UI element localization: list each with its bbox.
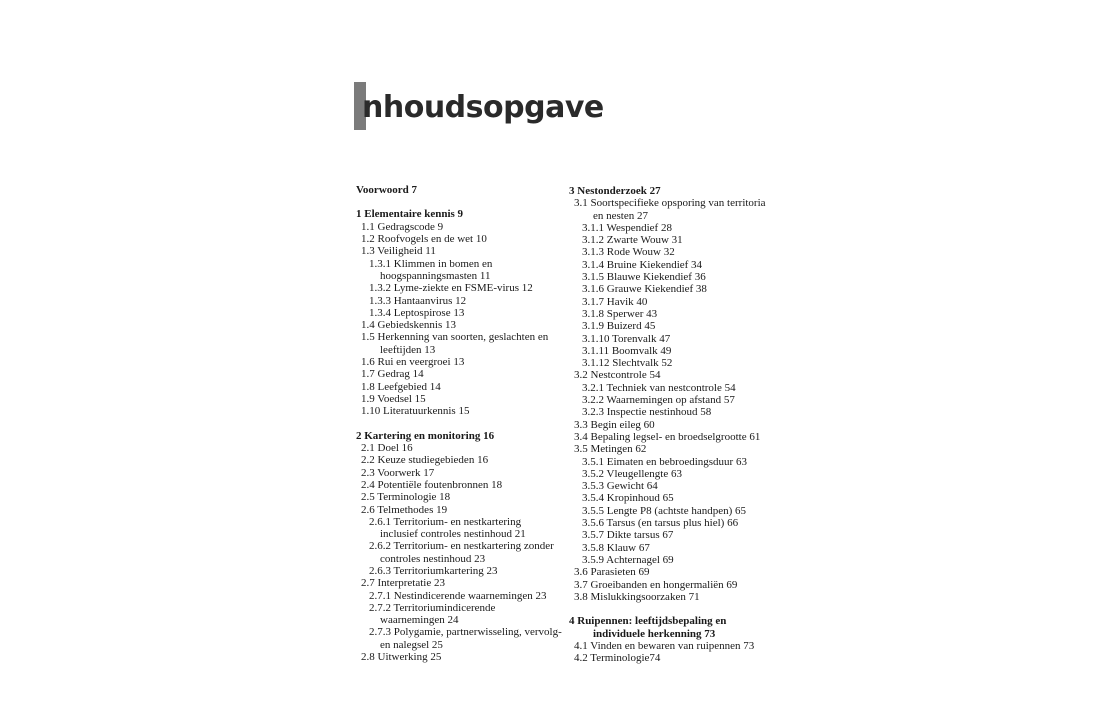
toc-entry: 1.3 Veiligheid 11 — [361, 245, 436, 258]
toc-entry: 2.3 Voorwerk 17 — [361, 466, 435, 479]
toc-entry: 1.4 Gebiedskennis 13 — [361, 319, 457, 332]
toc-entry: 3.5.5 Lengte P8 (achtste handpen) 65 — [582, 504, 747, 517]
toc-entry: 3.8 Mislukkingsoorzaken 71 — [574, 590, 700, 603]
toc-entry: 4.1 Vinden en bewaren van ruipennen 73 — [574, 639, 755, 652]
toc-entry: 3.1.9 Buizerd 45 — [582, 320, 656, 333]
toc-entry: Voorwoord 7 — [356, 184, 418, 196]
toc-entry: leeftijden 13 — [380, 343, 436, 356]
toc-entry: controles nestinhoud 23 — [380, 552, 486, 565]
toc-entry: hoogspanningsmasten 11 — [380, 269, 491, 282]
toc-entry: 2.6.3 Territoriumkartering 23 — [369, 564, 498, 577]
toc-entry: 3.3 Begin eileg 60 — [574, 418, 655, 431]
page-title: nhoudsopgave — [362, 90, 604, 125]
toc-entry: 2.5 Terminologie 18 — [361, 491, 451, 504]
toc-entry: 3.7 Groeibanden en hongermaliën 69 — [574, 578, 738, 591]
toc-entry: 2.6 Telmethodes 19 — [361, 503, 448, 516]
toc-entry: 2.4 Potentiële foutenbronnen 18 — [361, 478, 503, 491]
toc-entry: 2.7.1 Nestindicerende waarnemingen 23 — [369, 589, 547, 602]
toc-entry: 2.7 Interpretatie 23 — [361, 577, 445, 590]
toc-entry: 3.5.9 Achternagel 69 — [582, 553, 674, 566]
toc-entry: 3.2.3 Inspectie nestinhoud 58 — [582, 406, 712, 419]
toc-entry: 3.5.2 Vleugellengte 63 — [582, 467, 682, 480]
toc-entry: 3.1.4 Bruine Kiekendief 34 — [582, 258, 703, 271]
toc-entry: 1.3.2 Lyme-ziekte en FSME-virus 12 — [369, 282, 533, 295]
toc-entry: 3.4 Bepaling legsel- en broedselgrootte 61 — [574, 430, 761, 443]
toc-entry: 2.7.3 Polygamie, partnerwisseling, vervolg- — [369, 626, 562, 639]
toc-entry: 4.2 Terminologie74 — [574, 652, 661, 665]
toc-entry: 3.5.4 Kropinhoud 65 — [582, 492, 674, 505]
toc-entry: 3.5.3 Gewicht 64 — [582, 480, 658, 493]
toc-entry: 3.5.7 Dikte tarsus 67 — [582, 529, 674, 542]
toc-entry: 3.1.3 Rode Wouw 32 — [582, 246, 675, 259]
toc-entry: 2 Kartering en monitoring 16 — [356, 429, 495, 442]
toc-entry: 2.6.1 Territorium- en nestkartering — [369, 515, 522, 528]
toc-entry: 3.1.7 Havik 40 — [582, 295, 648, 308]
toc-right-column — [569, 185, 769, 664]
toc-entry: 3.1 Soortspecifieke opsporing van territoria — [574, 197, 766, 210]
toc-entry: 3.1.11 Boomvalk 49 — [582, 344, 672, 357]
toc-entry: 1.3.3 Hantaanvirus 12 — [369, 294, 467, 307]
toc-entry: inclusief controles nestinhoud 21 — [380, 528, 526, 541]
toc-entry: 3.5.1 Eimaten en bebroedingsduur 63 — [582, 455, 747, 468]
toc-entry: 2.7.2 Territoriumindicerende — [369, 601, 496, 614]
toc-entry: 1.3.1 Klimmen in bomen en — [369, 257, 493, 270]
toc-entry: 3.2.1 Techniek van nestcontrole 54 — [582, 381, 736, 394]
toc-entry: individuele herkenning 73 — [593, 627, 716, 640]
toc-entry: 4 Ruipennen: leeftijdsbepaling en — [569, 615, 727, 628]
toc-entry: 1.5 Herkenning van soorten, geslachten en — [361, 331, 549, 344]
toc-entry: 2.2 Keuze studiegebieden 16 — [361, 454, 489, 467]
toc-entry: 3.1.12 Slechtvalk 52 — [582, 357, 673, 370]
toc-entry: waarnemingen 24 — [380, 614, 459, 627]
toc-entry: en nalegsel 25 — [380, 638, 443, 651]
toc-entry: 3.1.5 Blauwe Kiekendief 36 — [582, 271, 706, 284]
toc-entry: 3.5 Metingen 62 — [574, 443, 647, 456]
toc-entry: 3.1.8 Sperwer 43 — [582, 307, 658, 320]
toc-entry: 3.1.6 Grauwe Kiekendief 38 — [582, 283, 707, 296]
toc-left-column — [356, 184, 562, 664]
toc-entry: 3.2 Nestcontrole 54 — [574, 369, 661, 382]
toc-entry: 1.6 Rui en veergroei 13 — [361, 356, 465, 369]
toc-entry: en nesten 27 — [593, 209, 648, 222]
toc-entry: 2.1 Doel 16 — [361, 442, 413, 455]
toc-entry: 3.5.8 Klauw 67 — [582, 541, 650, 554]
toc-entry: 3.6 Parasieten 69 — [574, 566, 650, 579]
toc-entry: 1.10 Literatuurkennis 15 — [361, 405, 470, 418]
toc-entry: 1 Elementaire kennis 9 — [356, 208, 464, 221]
toc-entry: 3.5.6 Tarsus (en tarsus plus hiel) 66 — [582, 517, 739, 530]
toc-entry: 3.1.2 Zwarte Wouw 31 — [582, 234, 683, 247]
toc-entry: 1.8 Leefgebied 14 — [361, 380, 441, 393]
toc-entry: 1.1 Gedragscode 9 — [361, 220, 444, 233]
toc-entry: 3.2.2 Waarnemingen op afstand 57 — [582, 394, 735, 407]
toc-entry: 3.1.1 Wespendief 28 — [582, 221, 672, 234]
toc-entry: 2.8 Uitwerking 25 — [361, 651, 442, 664]
toc-entry: 3.1.10 Torenvalk 47 — [582, 332, 671, 345]
toc-entry: 1.3.4 Leptospirose 13 — [369, 306, 465, 319]
toc-entry: 2.6.2 Territorium- en nestkartering zonder — [369, 540, 554, 553]
toc-entry: 1.9 Voedsel 15 — [361, 392, 426, 405]
toc-entry: 1.7 Gedrag 14 — [361, 368, 424, 381]
toc-entry: 1.2 Roofvogels en de wet 10 — [361, 233, 487, 246]
toc-entry: 3 Nestonderzoek 27 — [569, 185, 661, 197]
